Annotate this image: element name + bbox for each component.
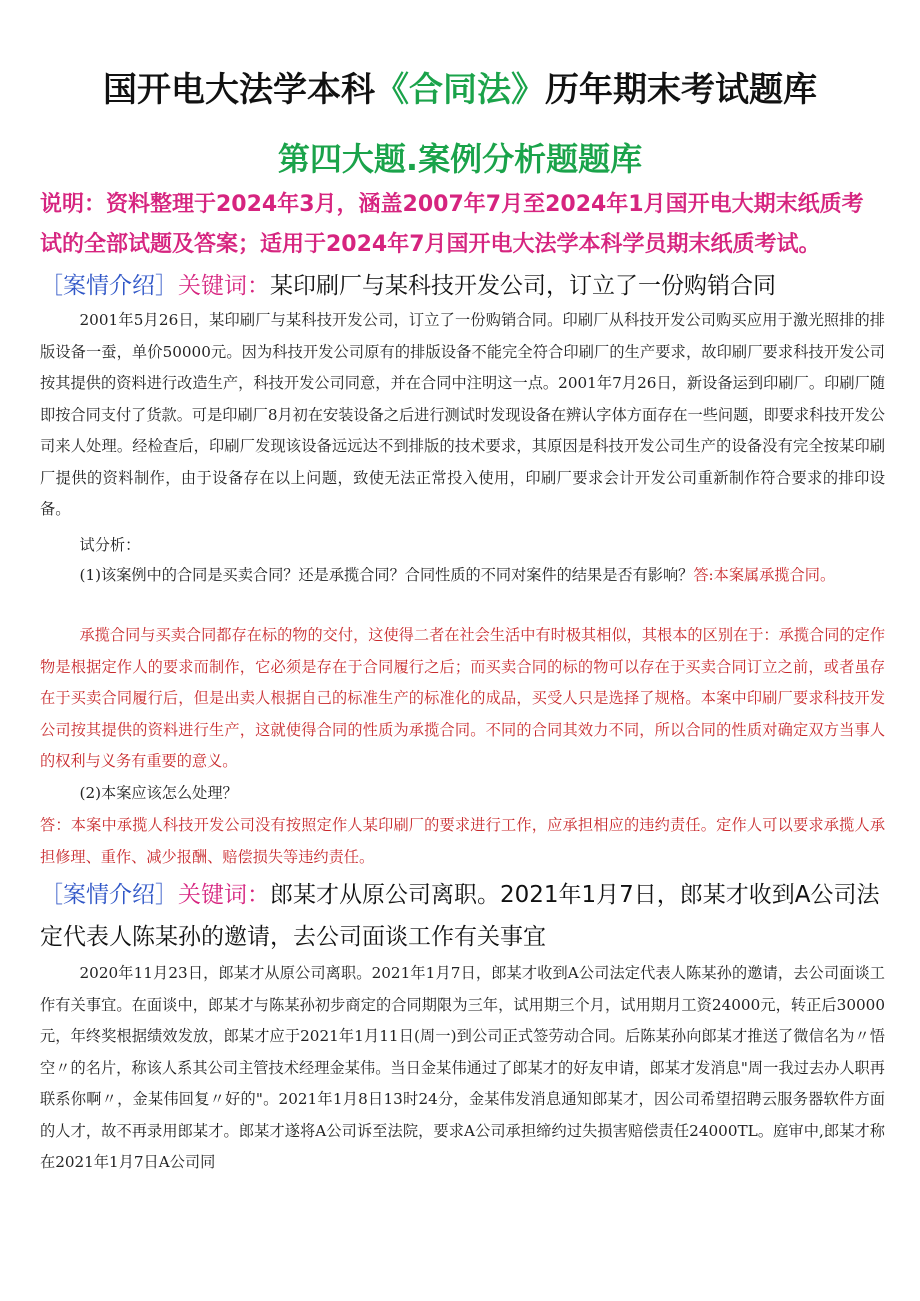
- case2-bracket-close: ］: [155, 882, 178, 908]
- case2-bracket-open: ［: [40, 882, 63, 908]
- case1-bracket-open: ［: [40, 273, 63, 299]
- case1-q1-text: (1)该案例中的合同是买卖合同？还是承揽合同？合同性质的不同对案件的结果是否有影响？: [79, 566, 694, 584]
- case1-question1: [40, 560, 885, 592]
- case1-q1-explanation: 承揽合同与买卖合同都存在标的物的交付，这使得二者在社会生活中有时极其相似，其根本的区别在于：承揽合同的定作物是根据定作人的要求而制作，它必须是存在于合同履行之后；而买卖合同的标的物可以存在于买卖合同订立之前，或者虽存在于买卖合同履行后，但是出卖人根据自己的标准生产的标准化的成品，买受人只是选择了规格。本案中印刷厂要求科技开发公司按其提供的资料进行生产，这就使得合同的性质为承揽合同。不同的合同其效力不同，所以合同的性质对确定双方当事人的权利与义务有重要的意义。: [40, 626, 885, 770]
- case1-q1-answer: 答:本案属承揽合同。: [693, 566, 836, 584]
- case2-heading: [40, 874, 885, 958]
- case1-question2: (2)本案应该怎么处理？: [79, 784, 238, 802]
- description-note: 说明：资料整理于2024年3月，涵盖2007年7月至2024年1月国开电大期末纸质考试的全部试题及答案；适用于2024年7月国开电大法学本科学员期末纸质考试。: [40, 192, 864, 257]
- section-subtitle: 第四大题.案例分析题题库: [277, 140, 643, 178]
- case1-label: 案情介绍: [63, 273, 155, 299]
- case1-analyze-label: 试分析：: [79, 536, 141, 554]
- case1-paragraph: 2001年5月26日，某印刷厂与某科技开发公司，订立了一份购销合同。印刷厂从科技开发公司购买应用于激光照排的排版设备一蚕，单价50000元。因为科技开发公司原有的排版设备不能完全符合印刷厂的生产要求，故印刷厂要求科技开发公司按其提供的资料进行改造生产，科技开发公司同意，并在合同中注明这一点。2001年7月26日，新设备运到印刷厂。印刷厂随即按合同支付了货款。可是印刷厂8月初在安装设备之后进行测试时发现设备在辨认字体方面存在一些问题，即要求科技开发公司来人处理。经检查后，印刷厂发现该设备远远达不到排版的技术要求，其原因是科技开发公司生产的设备没有完全按某印刷厂提供的资料制作，由于设备存在以上问题，致使无法正常投入使用，印刷厂要求会计开发公司重新制作符合要求的排印设备。: [40, 311, 885, 518]
- case1-keyword-label: 关键词：: [178, 273, 270, 299]
- case2-keyword-label: 关键词：: [178, 882, 270, 908]
- case1-heading: [40, 265, 885, 307]
- case2-paragraph: 2020年11月23日，郎某才从原公司离职。2021年1月7日，郎某才收到A公司法定代表人陈某孙的邀请，去公司面谈工作有关事宜。在面谈中，郎某才与陈某孙初步商定的合同期限为三年，试用期三个月，试用期月工资24000元，转正后30000元，年终奖根据绩效发放，郎某才应于2021年1月11日(周一)到公司正式签劳动合同。后陈某孙向郎某才推送了微信名为〃悟空〃的名片，称该人系其公司主管技术经理金某伟。当日金某伟通过了郎某才的好友申请，郎某才发消息"周一我过去办人职再联系你啊〃，金某伟回复〃好的"。2021年1月8日13时24分，金某伟发消息通知郎某才，因公司希望招聘云服务器软件方面的人才，故不再录用郎某才。郎某才遂将A公司诉至法院，要求A公司承担缔约过失损害赔偿责任24000TL。庭审中,郎某才称在2021年1月7日A公司同: [40, 964, 885, 1171]
- title-highlight: 《合同法》: [375, 70, 545, 110]
- title-suffix: 历年期末考试题库: [545, 70, 817, 110]
- case2-keyword: 郎某才从原公司离职。2021年1月7日，郎某才收到A公司法定代表人陈某孙的邀请，去公司面谈工作有关事宜: [40, 882, 880, 950]
- case1-keyword: 某印刷厂与某科技开发公司，订立了一份购销合同: [270, 273, 776, 299]
- case2-label: 案情介绍: [63, 882, 155, 908]
- title-prefix: 国开电大法学本科: [103, 70, 375, 110]
- page-title: [0, 62, 920, 111]
- case1-q2-answer: 答：本案中承揽人科技开发公司没有按照定作人某印刷厂的要求进行工作，应承担相应的违约责任。定作人可以要求承揽人承担修理、重作、减少报酬、赔偿损失等违约责任。: [40, 816, 885, 866]
- case1-bracket-close: ］: [155, 273, 178, 299]
